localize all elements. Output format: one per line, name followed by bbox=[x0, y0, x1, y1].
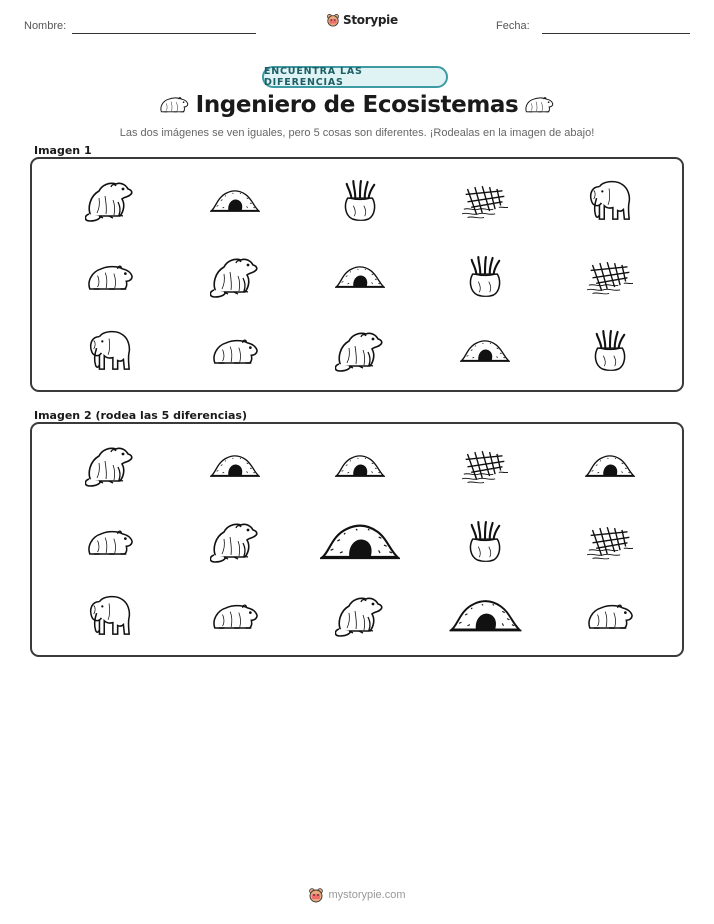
burrow-icon bbox=[335, 453, 385, 478]
burrow-icon bbox=[320, 521, 400, 561]
brand-text: Storypie bbox=[343, 13, 398, 27]
elephant-icon bbox=[86, 327, 134, 373]
image1-cell bbox=[440, 321, 530, 379]
image2-cell[interactable] bbox=[190, 512, 280, 570]
image2-cell[interactable] bbox=[65, 586, 155, 644]
beaver-icon bbox=[85, 443, 135, 487]
image1-cell bbox=[315, 321, 405, 379]
gopher-icon bbox=[86, 260, 134, 293]
anemone-icon bbox=[466, 254, 504, 298]
burrow-icon bbox=[585, 453, 635, 478]
date-field-line[interactable] bbox=[542, 33, 690, 34]
image2-cell[interactable] bbox=[565, 436, 655, 494]
image1-cell bbox=[65, 247, 155, 305]
beaver-icon bbox=[85, 178, 135, 222]
image1-cell bbox=[565, 247, 655, 305]
image1-cell bbox=[190, 171, 280, 229]
burrow-icon bbox=[210, 188, 260, 213]
image1-cell bbox=[565, 171, 655, 229]
dam-icon bbox=[587, 522, 633, 560]
image2-cell[interactable] bbox=[65, 436, 155, 494]
storypie-logo-icon bbox=[326, 13, 340, 27]
image2-cell[interactable] bbox=[565, 586, 655, 644]
image2-cell[interactable] bbox=[315, 436, 405, 494]
anemone-icon bbox=[341, 178, 379, 222]
image1-cell bbox=[65, 321, 155, 379]
image1-cell bbox=[315, 247, 405, 305]
anemone-icon bbox=[591, 328, 629, 372]
image1-cell bbox=[65, 171, 155, 229]
brand bbox=[326, 13, 398, 27]
storypie-logo-icon bbox=[308, 887, 324, 903]
image2-cell[interactable] bbox=[315, 586, 405, 644]
image1-cell bbox=[440, 247, 530, 305]
image2-cell[interactable] bbox=[440, 586, 530, 644]
dam-icon bbox=[462, 181, 508, 219]
image2-cell[interactable] bbox=[190, 586, 280, 644]
instruction-badge: ENCUENTRA LAS DIFERENCIAS bbox=[262, 66, 448, 88]
anemone-icon bbox=[466, 519, 504, 563]
gopher-icon bbox=[586, 599, 634, 632]
burrow-icon bbox=[210, 453, 260, 478]
burrow-icon bbox=[449, 597, 522, 633]
burrow-icon bbox=[335, 264, 385, 289]
gopher-icon bbox=[524, 93, 554, 115]
footer-link[interactable]: mystorypie.com bbox=[328, 889, 406, 901]
beaver-icon bbox=[210, 254, 260, 298]
image1-frame bbox=[30, 157, 684, 392]
elephant-icon bbox=[586, 177, 634, 223]
image2-cell[interactable] bbox=[565, 512, 655, 570]
footer bbox=[0, 887, 714, 903]
gopher-icon bbox=[211, 334, 259, 367]
name-label: Nombre: bbox=[24, 20, 67, 32]
dam-icon bbox=[587, 257, 633, 295]
image1-label: Imagen 1 bbox=[34, 144, 92, 157]
image2-cell[interactable] bbox=[315, 512, 405, 570]
burrow-icon bbox=[460, 338, 510, 363]
date-label: Fecha: bbox=[496, 20, 530, 32]
name-field-line[interactable] bbox=[72, 33, 256, 34]
image2-frame[interactable] bbox=[30, 422, 684, 657]
elephant-icon bbox=[86, 592, 134, 638]
gopher-icon bbox=[211, 599, 259, 632]
image2-cell[interactable] bbox=[440, 512, 530, 570]
image1-cell bbox=[190, 321, 280, 379]
image2-cell[interactable] bbox=[65, 512, 155, 570]
page-title: Ingeniero de Ecosistemas bbox=[195, 92, 519, 118]
image1-cell bbox=[190, 247, 280, 305]
image2-cell[interactable] bbox=[440, 436, 530, 494]
image1-cell bbox=[565, 321, 655, 379]
gopher-icon bbox=[86, 525, 134, 558]
image2-label: Imagen 2 (rodea las 5 diferencias) bbox=[34, 409, 248, 422]
beaver-icon bbox=[335, 328, 385, 372]
dam-icon bbox=[462, 446, 508, 484]
instructions: Las dos imágenes se ven iguales, pero 5 cosas son diferentes. ¡Rodealas en la imagen de abajo! bbox=[119, 127, 595, 139]
image1-cell bbox=[440, 171, 530, 229]
image2-cell[interactable] bbox=[190, 436, 280, 494]
beaver-icon bbox=[335, 593, 385, 637]
image1-cell bbox=[315, 171, 405, 229]
beaver-icon bbox=[210, 519, 260, 563]
